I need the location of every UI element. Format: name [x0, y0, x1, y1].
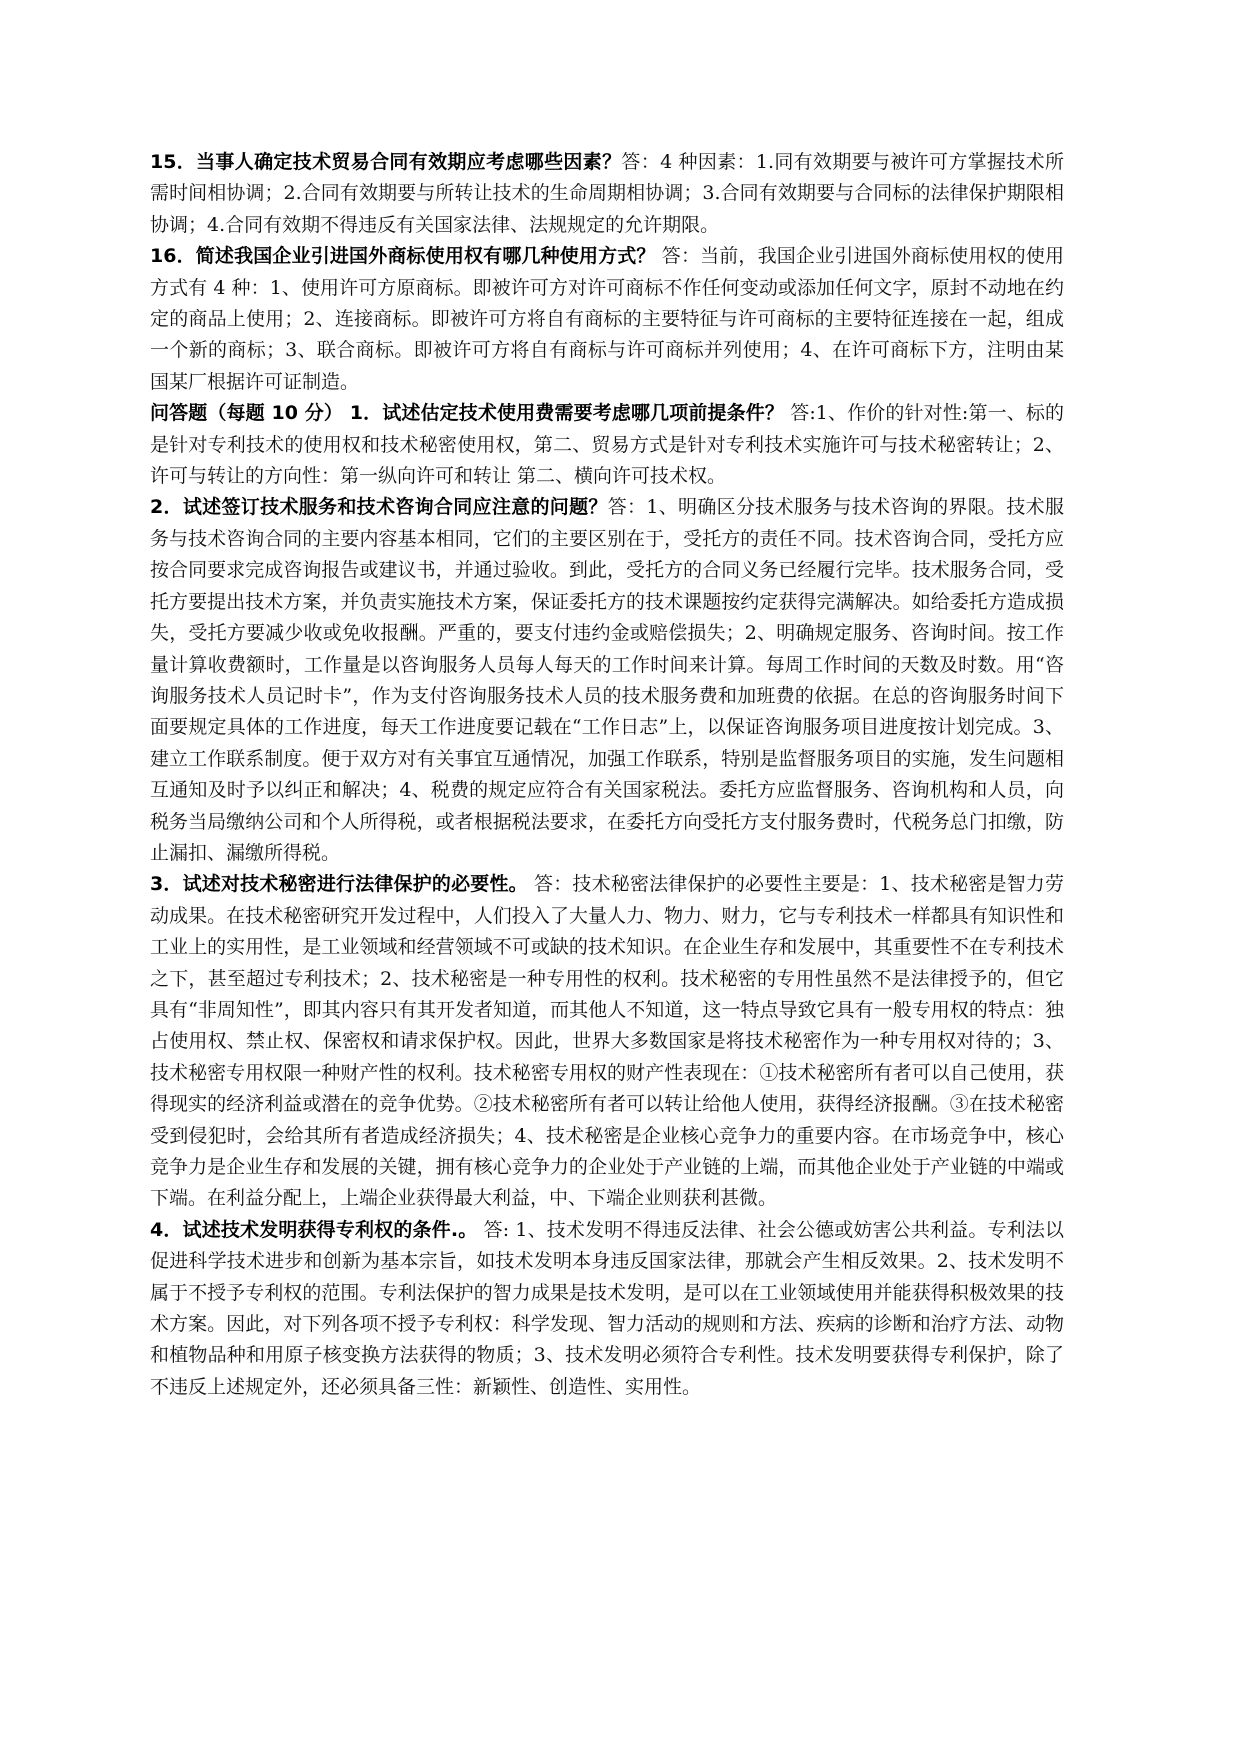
answer-text: 答: 1、技术发明不得违反法律、社会公德或妨害公共利益。专利法以促进科学技术进步和创新为基本宗旨，如技术发明本身违反国家法律，那就会产生相反效果。2、技术发明不属于不授予专利权的范围。专利法保护的智力成果是技术发明，是可以在工业领域使用并能获得积极效果的技术方案。因此，对下列各项不授予专利权：科学发现、智力活动的规则和方法、疾病的诊断和治疗方法、动物和植物品种和用原子核变换方法获得的物质；3、技术发明必须符合专利性。技术发明要获得专利保护，除了不违反上述规定外，还必须具备三性：新颖性、创造性、实用性。: [150, 1218, 1064, 1398]
question-heading: 4．试述技术发明获得专利权的条件.。: [150, 1218, 478, 1241]
answer-text: 答：技术秘密法律保护的必要性主要是：1、技术秘密是智力劳动成果。在技术秘密研究开发过程中，人们投入了大量人力、物力、财力，它与专利技术一样都具有知识性和工业上的实用性，是工业领域和经营领域不可或缺的技术知识。在企业生存和发展中，其重要性不在专利技术之下，甚至超过专利技术；2、技术秘密是一种专用性的权利。技术秘密的专用性虽然不是法律授予的，但它具有“非周知性”，即其内容只有其开发者知道，而其他人不知道，这一特点导致它具有一般专用权的特点：独占使用权、禁止权、保密权和请求保护权。因此，世界大多数国家是将技术秘密作为一种专用权对待的；3、技术秘密专用权限一种财产性的权利。技术秘密专用权的财产性表现在：①技术秘密所有者可以自己使用，获得现实的经济利益或潜在的竞争优势。②技术秘密所有者可以转让给他人使用，获得经济报酬。③在技术秘密受到侵犯时，会给其所有者造成经济损失；4、技术秘密是企业核心竞争力的重要内容。在市场竞争中，核心竞争力是企业生存和发展的关键，拥有核心竞争力的企业处于产业链的上端，而其他企业处于产业链的中端或下端。在利益分配上，上端企业获得最大利益，中、下端企业则获利甚微。: [150, 873, 1064, 1210]
paragraph-q15: [150, 147, 1064, 241]
question-heading: 问答题（每题 10 分） 1．试述估定技术使用费需要考虑哪几项前提条件？: [150, 402, 785, 425]
question-heading: 2．试述签订技术服务和技术咨询合同应注意的问题？: [150, 496, 608, 519]
answer-text: 答：1、明确区分技术服务与技术咨询的界限。技术服务与技术咨询合同的主要内容基本相同，它们的主要区别在于，受托方的责任不同。技术咨询合同，受托方应按合同要求完成咨询报告或建议书，并通过验收。到此，受托方的合同义务已经履行完毕。技术服务合同，受托方要提出技术方案，并负责实施技术方案，保证委托方的技术课题按约定获得完满解决。如给委托方造成损失，受托方要减少收或免收报酬。严重的，要支付违约金或赔偿损失；2、明确规定服务、咨询时间。按工作量计算收费额时，工作量是以咨询服务人员每人每天的工作时间来计算。每周工作时间的天数及时数。用“咨询服务技术人员记时卡”，作为支付咨询服务技术人员的技术服务费和加班费的依据。在总的咨询服务时间下面要规定具体的工作进度，每天工作进度要记载在“工作日志”上，以保证咨询服务项目进度按计划完成。3、建立工作联系制度。便于双方对有关事宜互通情况，加强工作联系，特别是监督服务项目的实施，发生问题相互通知及时予以纠正和解决；4、税费的规定应符合有关国家税法。委托方应监督服务、咨询机构和人员，向税务当局缴纳公司和个人所得税，或者根据税法要求，在委托方向受托方支付服务费时，代税务总门扣缴，防止漏扣、漏缴所得税。: [150, 496, 1064, 864]
question-heading: 3．试述对技术秘密进行法律保护的必要性。: [150, 873, 528, 896]
paragraph-essay-2: [150, 492, 1064, 869]
paragraph-q16: [150, 241, 1064, 398]
question-heading: 15．当事人确定技术贸易合同有效期应考虑哪些因素？: [150, 151, 622, 173]
question-heading: 16．简述我国企业引进国外商标使用权有哪几种使用方式？: [150, 245, 656, 268]
answer-text: 答：当前，我国企业引进国外商标使用权的使用方式有 4 种：1、使用许可方原商标。即被许可方对许可商标不作任何变动或添加任何文字，原封不动地在约定的商品上使用；2、连接商标。即被许可方将自有商标的主要特征与许可商标的主要特征连接在一起，组成一个新的商标；3、联合商标。即被许可方将自有商标与许可商标并列使用；4、在许可商标下方，注明由某国某厂根据许可证制造。: [150, 245, 1064, 393]
document-page: [150, 147, 1064, 1403]
answer-text: 答:1、作价的针对性:第一、标的是针对专利技术的使用权和技术秘密使用权，第二、贸易方式是针对专利技术实施许可与技术秘密转让；2、许可与转让的方向性：第一纵向许可和转让 第二、横向许可技术权。: [150, 402, 1064, 488]
paragraph-essay-3: [150, 869, 1064, 1214]
paragraph-essay-4: [150, 1215, 1064, 1403]
paragraph-essay-1: [150, 398, 1064, 492]
answer-text: 答：4 种因素：1.同有效期要与被许可方掌握技术所需时间相协调；2.合同有效期要与所转让技术的生命周期相协调；3.合同有效期要与合同标的法律保护期限相协调；4.合同有效期不得违反有关国家法律、法规规定的允许期限。: [150, 151, 1064, 236]
